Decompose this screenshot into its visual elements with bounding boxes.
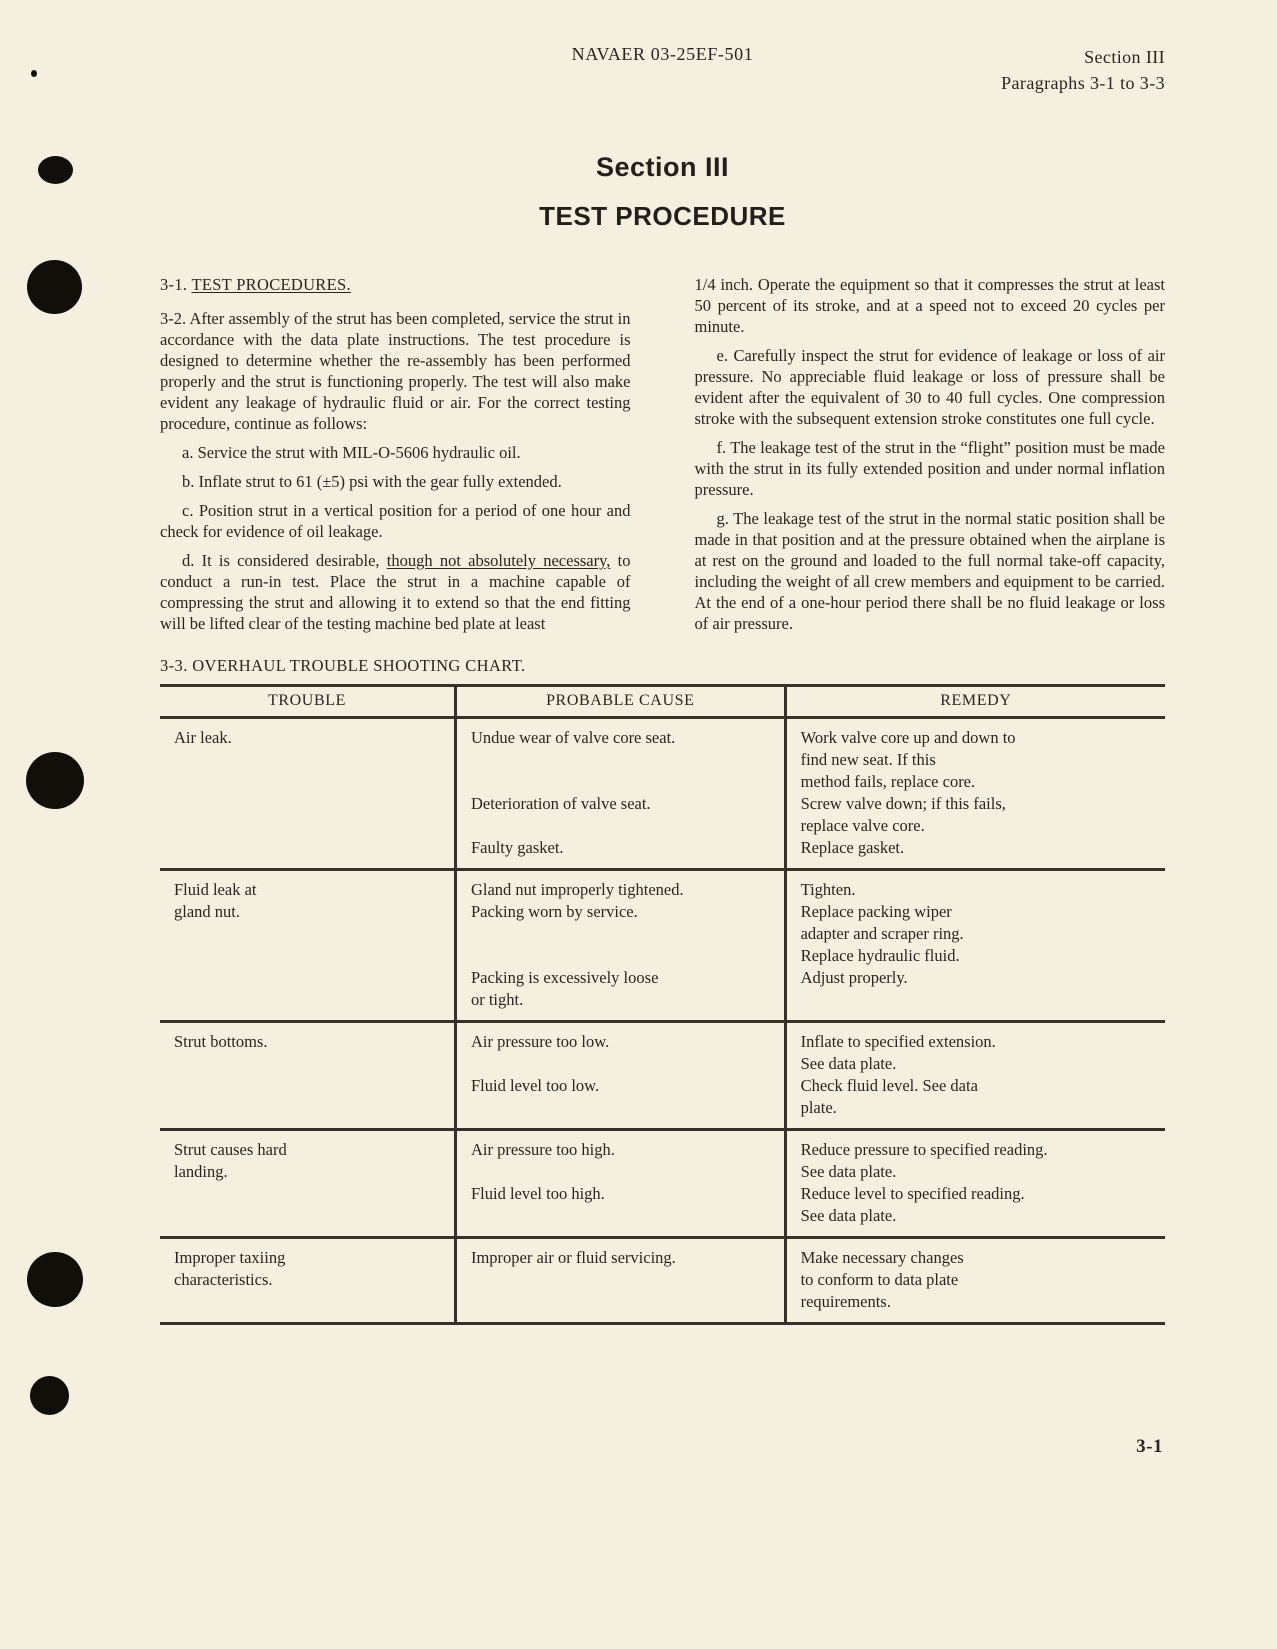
- header-section-label: Section III: [1084, 47, 1165, 67]
- cell-line: Replace gasket.: [800, 838, 905, 857]
- cell-line: method fails, replace core.: [800, 772, 976, 791]
- paragraph: [695, 508, 1166, 634]
- table-column-header: REMEDY: [785, 686, 1165, 718]
- table-row: [160, 718, 1165, 870]
- table-header-row: [160, 686, 1165, 718]
- table-column-header: PROBABLE CAUSE: [455, 686, 785, 718]
- cell-line: Reduce pressure to specified reading.: [800, 1140, 1048, 1159]
- cell-line: characteristics.: [174, 1270, 273, 1289]
- text-run: to conduct a run-in test. Place the strut in a machine capable of compressing the strut and allowing it to extend so that the end fitting will be lifted clear of the testing machine bed plate at least: [160, 551, 631, 633]
- cell-line: Packing worn by service.: [470, 902, 638, 921]
- cell-line: Deterioration of valve seat.: [470, 794, 651, 813]
- remedy-cell: [785, 1130, 1165, 1238]
- cell-line: See data plate.: [800, 1054, 897, 1073]
- paragraph: [160, 550, 631, 634]
- text-run: g. The leakage test of the strut in the normal static position shall be made in that position and at the pressure obtained when the airplane is at rest on the ground and loaded to the full normal take-off capacity, including the weight of all crew members and equipment to be carried. At the end of a one-hour period there shall be no fluid leakage or loss of air pressure.: [694, 509, 1165, 633]
- table-header: [160, 686, 1165, 718]
- cell-line: Strut causes hard: [174, 1140, 287, 1159]
- paragraph: [160, 471, 631, 492]
- header-paragraphs-label: Paragraphs 3-1 to 3-3: [1001, 73, 1165, 93]
- cell-line: Fluid leak at: [174, 880, 257, 899]
- body-columns: [160, 274, 1165, 642]
- table-row: [160, 870, 1165, 1022]
- cell-line: Adjust properly.: [800, 968, 908, 987]
- document-title: TEST PROCEDURE: [539, 201, 786, 231]
- cause-cell: [455, 1022, 785, 1130]
- paragraph: [160, 308, 631, 434]
- doc-number: NAVAER 03-25EF-501: [571, 44, 754, 64]
- cell-line: requirements.: [800, 1292, 891, 1311]
- cause-cell: [455, 1130, 785, 1238]
- right-column: [695, 274, 1166, 642]
- trouble-cell: [160, 1022, 455, 1130]
- cell-line: Improper taxiing: [174, 1248, 286, 1267]
- trouble-cell: [160, 870, 455, 1022]
- text-run: c. Position strut in a vertical position for a period of one hour and check for evidence of oil leakage.: [160, 501, 631, 541]
- hole-punch-mark: [27, 1252, 83, 1307]
- trouble-cell: [160, 718, 455, 870]
- cell-line: gland nut.: [174, 902, 240, 921]
- cell-line: Packing is excessively loose: [470, 968, 659, 987]
- cell-line: Fluid level too high.: [470, 1184, 605, 1203]
- cell-line: Faulty gasket.: [470, 838, 564, 857]
- paragraph: [695, 274, 1166, 337]
- hole-punch-mark: [38, 156, 73, 184]
- paragraph: [695, 437, 1166, 500]
- trouble-cell: [160, 1130, 455, 1238]
- hole-punch-mark: [27, 260, 82, 314]
- cell-line: Air leak.: [174, 728, 232, 747]
- paragraph: [160, 500, 631, 542]
- scan-speck-mark: [31, 70, 37, 77]
- text-run: b. Inflate strut to 61 (±5) psi with the gear fully extended.: [182, 472, 562, 491]
- section-title: Section III: [595, 152, 730, 182]
- troubleshooting-chart-heading: 3-3. OVERHAUL TROUBLE SHOOTING CHART.: [160, 656, 526, 675]
- paragraph: [695, 345, 1166, 429]
- text-run: e. Carefully inspect the strut for evidence of leakage or loss of air pressure. No appreciable fluid leakage or loss of pressure shall be evident after the equivalent of 30 to 40 full cycles. One compression stroke with the subsequent extension stroke constitutes one full cycle.: [694, 346, 1165, 428]
- cause-cell: [455, 870, 785, 1022]
- cell-line: Work valve core up and down to: [800, 728, 1016, 747]
- paragraph: [160, 442, 631, 463]
- paragraph-heading: [160, 274, 631, 295]
- table-row: [160, 1130, 1165, 1238]
- cell-line: Air pressure too low.: [470, 1032, 610, 1051]
- cell-line: [471, 749, 772, 771]
- cell-line: or tight.: [470, 990, 524, 1009]
- left-column: [160, 274, 631, 642]
- hole-punch-mark: [26, 752, 84, 809]
- table-row: [160, 1238, 1165, 1324]
- cell-line: Strut bottoms.: [174, 1032, 268, 1051]
- cell-line: Fluid level too low.: [470, 1076, 600, 1095]
- remedy-cell: [785, 1238, 1165, 1324]
- cell-line: Reduce level to specified reading.: [800, 1184, 1025, 1203]
- cell-line: find new seat. If this: [800, 750, 936, 769]
- remedy-cell: [785, 718, 1165, 870]
- cause-cell: [455, 1238, 785, 1324]
- remedy-cell: [785, 1022, 1165, 1130]
- text-run: d. It is considered desirable,: [182, 551, 387, 570]
- underlined-text: TEST PROCEDURES.: [191, 275, 351, 294]
- header-right-block: [1001, 44, 1165, 96]
- table-row: [160, 1022, 1165, 1130]
- cell-line: [471, 923, 772, 945]
- cell-line: Replace hydraulic fluid.: [800, 946, 960, 965]
- cell-line: Air pressure too high.: [470, 1140, 615, 1159]
- cell-line: Screw valve down; if this fails,: [800, 794, 1006, 813]
- table-column-header: TROUBLE: [160, 686, 455, 718]
- text-run: a. Service the strut with MIL-O-5606 hydraulic oil.: [182, 443, 521, 462]
- cause-cell: [455, 718, 785, 870]
- page-header: [160, 44, 1165, 104]
- table-body: [160, 718, 1165, 1324]
- cell-line: Gland nut improperly tightened.: [470, 880, 684, 899]
- cell-line: plate.: [800, 1098, 837, 1117]
- troubleshooting-table: [160, 684, 1165, 1325]
- trouble-cell: [160, 1238, 455, 1324]
- text-run: 3-1.: [160, 275, 192, 294]
- cell-line: Improper air or fluid servicing.: [470, 1248, 676, 1267]
- cell-line: See data plate.: [800, 1206, 897, 1225]
- text-run: f. The leakage test of the strut in the “flight” position must be made with the strut in its fully extended position and under normal inflation pressure.: [694, 438, 1165, 499]
- cell-line: Make necessary changes: [800, 1248, 964, 1267]
- cell-line: [471, 815, 772, 837]
- cell-line: [471, 771, 772, 793]
- remedy-cell: [785, 870, 1165, 1022]
- cell-line: landing.: [174, 1162, 228, 1181]
- cell-line: Check fluid level. See data: [800, 1076, 978, 1095]
- underlined-text: though not absolutely necessary,: [386, 551, 611, 570]
- cell-line: Inflate to specified extension.: [800, 1032, 996, 1051]
- page-number: 3-1: [1136, 1436, 1163, 1457]
- cell-line: Tighten.: [800, 880, 856, 899]
- cell-line: [471, 1161, 772, 1183]
- hole-punch-mark: [30, 1376, 69, 1415]
- cell-line: [471, 1053, 772, 1075]
- cell-line: Replace packing wiper: [800, 902, 952, 921]
- cell-line: Undue wear of valve core seat.: [470, 728, 676, 747]
- cell-line: replace valve core.: [800, 816, 925, 835]
- cell-line: See data plate.: [800, 1162, 897, 1181]
- text-run: 3-2. After assembly of the strut has been completed, service the strut in accordance with the data plate instructions. The test procedure is designed to determine whether the re-assembly has been performed properly and the strut is functioning properly. The test will also make evident any leakage of hydraulic fluid or air. For the correct testing procedure, continue as follows:: [160, 309, 631, 433]
- cell-line: adapter and scraper ring.: [800, 924, 964, 943]
- cell-line: [471, 945, 772, 967]
- text-run: 1/4 inch. Operate the equipment so that it compresses the strut at least 50 percent of its stroke, and at a speed not to exceed 20 cycles per minute.: [694, 275, 1165, 336]
- cell-line: to conform to data plate: [800, 1270, 959, 1289]
